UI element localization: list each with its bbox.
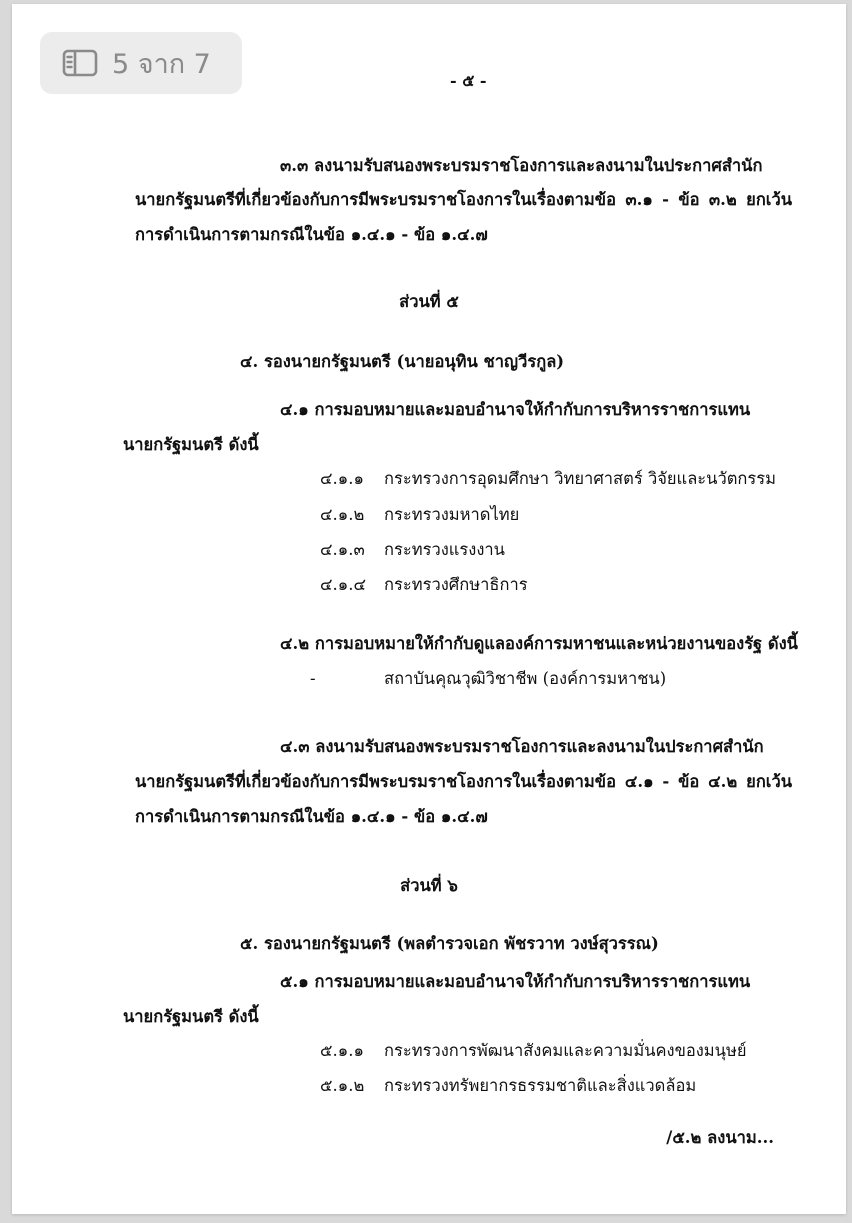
item-text: กระทรวงการพัฒนาสังคมและความมั่นคงของมนุษย์ (384, 1041, 747, 1060)
item-number: ๕.๑.๑ (320, 1041, 364, 1060)
item-text: กระทรวงทรัพยากรธรรมชาติและสิ่งแวดล้อม (384, 1076, 697, 1095)
section-3-3-line3: การดำเนินการตามกรณีในข้อ ๑.๔.๑ - ข้อ ๑.๔.๗ (135, 225, 488, 244)
document-page (12, 4, 846, 1214)
section-3-3-line1: ๓.๓ ลงนามรับสนองพระบรมราชโองการและลงนามในประกาศสำนัก (280, 156, 763, 175)
page-indicator-text: 5 จาก 7 (112, 48, 211, 80)
item-text: กระทรวงการอุดมศึกษา วิทยาศาสตร์ วิจัยและนวัตกรรม (384, 469, 777, 488)
deputy-pm-5: ๕. รองนายกรัฐมนตรี (พลตำรวจเอก พัชรวาท วงษ์สุวรรณ) (240, 934, 659, 953)
section-4-1-line2: นายกรัฐมนตรี ดังนี้ (123, 435, 259, 454)
sidebar-icon (62, 49, 98, 77)
part-5-heading: ส่วนที่ ๕ (399, 292, 459, 311)
section-4-3-line3: การดำเนินการตามกรณีในข้อ ๑.๔.๑ - ข้อ ๑.๔.๗ (135, 807, 488, 826)
page-number: - ๕ - (450, 71, 487, 90)
item-number: ๔.๑.๔ (320, 575, 366, 594)
deputy-pm-4: ๔. รองนายกรัฐมนตรี (นายอนุทิน ชาญวีรกูล) (240, 352, 565, 371)
section-5-1-line2: นายกรัฐมนตรี ดังนี้ (123, 1007, 259, 1026)
item-text: สถาบันคุณวุฒิวิชาชีพ (องค์การมหาชน) (384, 669, 667, 688)
item-text: กระทรวงแรงงาน (384, 540, 505, 559)
continuation-marker: /๕.๒ ลงนาม... (666, 1128, 774, 1147)
item-dash: - (310, 669, 316, 688)
section-4-3-line1: ๔.๓ ลงนามรับสนองพระบรมราชโองการและลงนามในประกาศสำนัก (280, 737, 764, 756)
item-number: ๔.๑.๑ (320, 469, 364, 488)
part-6-heading: ส่วนที่ ๖ (400, 876, 458, 895)
item-number: ๕.๑.๒ (320, 1076, 365, 1095)
section-4-3-line2: นายกรัฐมนตรีที่เกี่ยวข้องกับการมีพระบรมราชโองการในเรื่องตามข้อ ๔.๑ - ข้อ ๔.๒ ยกเว้น (135, 772, 792, 791)
item-number: ๔.๑.๒ (320, 505, 365, 524)
section-3-3-line2: นายกรัฐมนตรีที่เกี่ยวข้องกับการมีพระบรมราชโองการในเรื่องตามข้อ ๓.๑ - ข้อ ๓.๒ ยกเว้น (135, 190, 792, 209)
section-5-1-line1: ๕.๑ การมอบหมายและมอบอำนาจให้กำกับการบริหารราชการแทน (280, 972, 751, 991)
section-4-1-line1: ๔.๑ การมอบหมายและมอบอำนาจให้กำกับการบริหารราชการแทน (280, 400, 751, 419)
item-text: กระทรวงศึกษาธิการ (384, 575, 528, 594)
item-text: กระทรวงมหาดไทย (384, 505, 520, 524)
item-number: ๔.๑.๓ (320, 540, 365, 559)
page-indicator-button[interactable] (40, 32, 242, 94)
section-4-2: ๔.๒ การมอบหมายให้กำกับดูแลองค์การมหาชนและหน่วยงานของรัฐ ดังนี้ (280, 634, 798, 653)
